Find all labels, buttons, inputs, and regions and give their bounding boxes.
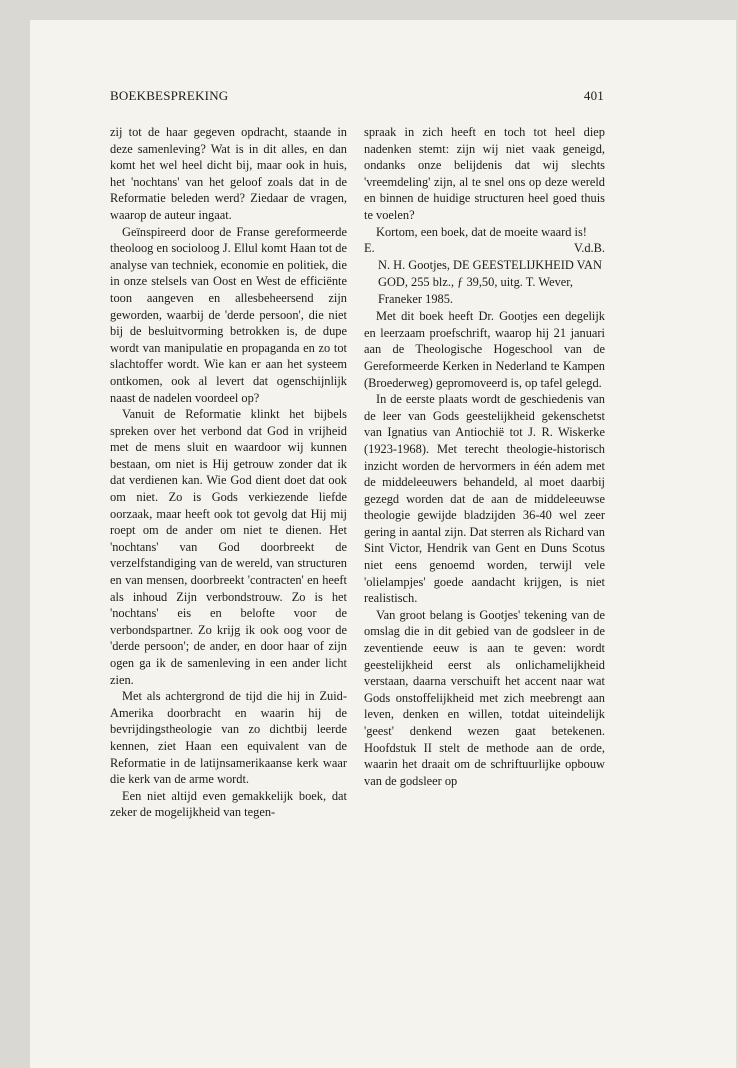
paragraph: Vanuit de Reformatie klinkt het bijbels spreken over het verbond dat God in vrijheid met de mens sluit en waardoor wij kunnen bestaan, om niet is Hij getrouw zonder dat ik dat verdienen kan. Wie God dient doet dat ook om niet. Zo is Gods verkiezende liefde oorzaak, maar heeft ook tot gevolg dat Hij mij roept om de ander om niet te dienen. Het 'nochtans' van God doorbreekt de verzelfstandiging van de wereld, van structuren en van mensen, doorbreekt 'contracten' en heeft als inhoud Zijn verbondstrouw. Zo is het 'nochtans' eis en belofte voor de verbondspartner. Zo krijg ik ook oog voor de 'derde persoon'; de ander, en door haar of zijn ogen ga ik de samenleving in een ander licht zien. — [110, 407, 347, 687]
paragraph: zij tot de haar gegeven opdracht, staande in deze samenleving? Wat is in dit alles, en dan komt het wel heel dicht bij, maar ook in huis, het 'nochtans' van het geloof zoals dat in de Reformatie beleden werd? Ziedaar de vragen, waarop de auteur ingaat. — [110, 125, 347, 222]
review-signature — [364, 240, 605, 257]
right-column — [364, 124, 605, 789]
left-column — [110, 124, 347, 821]
book-reference: N. H. Gootjes, DE GEESTELIJKHEID VAN GOD, 255 blz., ƒ 39,50, uitg. T. Wever, Franeker 1985. — [378, 258, 602, 307]
paragraph: Kortom, een boek, dat de moeite waard is! — [376, 224, 587, 239]
page-header — [110, 88, 604, 108]
paragraph: Geïnspireerd door de Franse gereformeerde theoloog en socioloog J. Ellul komt Haan tot de analyse van techniek, economie en politiek, die in onze stelsels van Oost en West de efficiënte toon aangeven en allesbeheersend zijn geworden, waarbij de 'derde persoon', die niet bij de besluitvorming betrokken is, de dupe wordt van manipulatie en propaganda en zo tot slachtoffer wordt. Wie kan er aan het systeem ontkomen, ook al levert dat ogenschijnlijk naast de nadelen voordeel op? — [110, 224, 347, 405]
signature-initial: E. — [364, 241, 375, 256]
paragraph: In de eerste plaats wordt de geschiedenis van de leer van Gods geestelijkheid gekenschetst van Ignatius van Antiochië tot J. R. Wiskerke (1923-1968). Met terecht theologie-historisch inzicht worden de hervormers in één adem met de middeleeuwers behandeld, al moet daarbij gezegd worden dat de aan de middeleeuwse theologie gewijde bladzijden 36-40 wel zeer gering in aantal zijn. Dat sterren als Richard van Sint Victor, Hendrik van Gent en Duns Scotus niet eens genoemd worden, terwijl vele 'olielampjes' goede aandacht krijgen, is niet realistisch. — [364, 392, 605, 606]
paragraph: Met dit boek heeft Dr. Gootjes een degelijk en leerzaam proefschrift, waarop hij 21 januari aan de Theologische Hogeschool van de Gereformeerde Kerken in Nederland te Kampen (Broederweg) gepromoveerd is, op tafel gelegd. — [364, 309, 605, 390]
paragraph: Van groot belang is Gootjes' tekening van de omslag die in dit gebied van de godsleer in de zeventiende eeuw is aan te geven: wordt geestelijkheid eerst als onlichamelijkheid verstaan, daarna verschuift het accent naar wat Gods onstoffelijkheid met zich meebrengt aan leven, denken en willen, totdat uiteindelijk 'geest' denkend wezen gaat betekenen. Hoofdstuk II stelt de methode aan de orde, waarin het draait om de schriftuurlijke opbouw van de godsleer op — [364, 607, 605, 788]
page-number: 401 — [583, 88, 604, 103]
signature-name: V.d.B. — [573, 241, 605, 256]
paragraph: spraak in zich heeft en toch tot heel diep nadenken stemt: zijn wij niet vaak geneigd, ondanks onze belijdenis dat wij slechts 'vreemdeling' zijn, al te snel ons op deze wereld en binnen de huidige structuren heel goed thuis te voelen? — [364, 125, 605, 222]
paragraph: Met als achtergrond de tijd die hij in Zuid-Amerika doorbracht en waarin hij de bevrijdingstheologie van zo dichtbij leerde kennen, ziet Haan een equivalent van de Reformatie in de latijnsamerikaanse kerk waar die kerk van de arme wordt. — [110, 689, 347, 787]
running-title: BOEKBESPREKING — [110, 88, 229, 103]
paragraph: Een niet altijd even gemakkelijk boek, dat zeker de mogelijkheid van tegen- — [110, 788, 347, 820]
